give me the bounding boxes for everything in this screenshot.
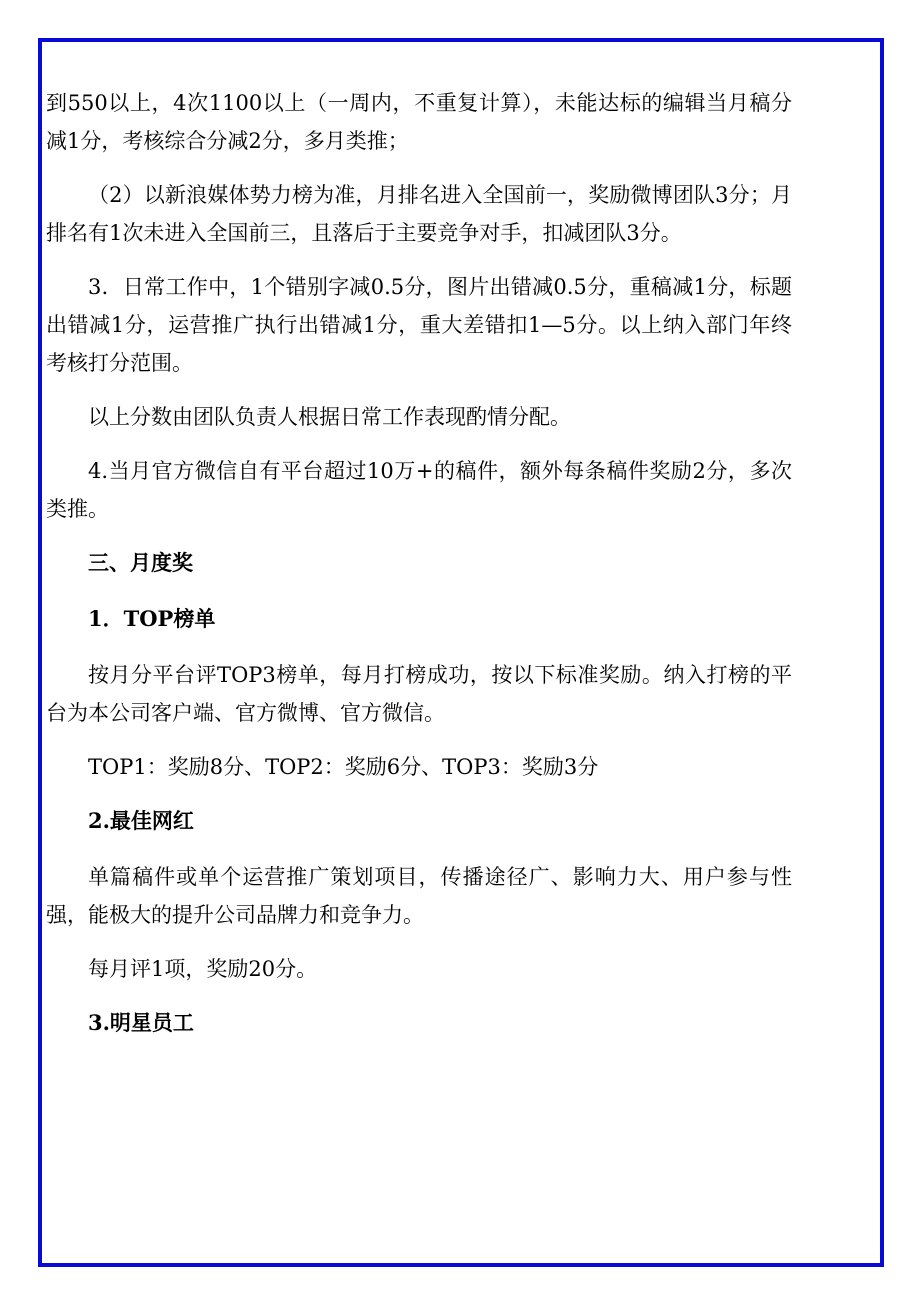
paragraph-best-influencer-desc: 单篇稿件或单个运营推广策划项目，传播途径广、影响力大、用户参与性强，能极大的提升公司品牌力和竞争力。: [46, 865, 792, 927]
paragraph-2: （2）以新浪媒体势力榜为准，月排名进入全国前一，奖励微博团队3分；月排名有1次未进入全国前三，且落后于主要竞争对手，扣减团队3分。: [46, 183, 792, 245]
subheading-top-list: 1．TOP榜单: [88, 606, 216, 631]
paragraph-best-influencer-reward: 每月评1项，奖励20分。: [88, 957, 318, 981]
subheading-star-employee: 3.明星员工: [88, 1010, 194, 1035]
paragraph-1: 到550以上，4次1100以上（一周内，不重复计算），未能达标的编辑当月稿分减1分，考核综合分减2分，多月类推；: [46, 91, 792, 153]
document-body: [46, 84, 792, 1060]
paragraph-top-list-rewards: TOP1：奖励8分、TOP2：奖励6分、TOP3：奖励3分: [88, 755, 599, 779]
paragraph-5: 4.当月官方微信自有平台超过10万+的稿件，额外每条稿件奖励2分，多次类推。: [46, 459, 792, 521]
subheading-best-influencer: 2.最佳网红: [88, 808, 194, 833]
paragraph-top-list-desc: 按月分平台评TOP3榜单，每月打榜成功，按以下标准奖励。纳入打榜的平台为本公司客户端、官方微博、官方微信。: [46, 663, 792, 725]
section-heading-monthly-award: 三、月度奖: [88, 550, 193, 575]
paragraph-4: 以上分数由团队负责人根据日常工作表现酌情分配。: [88, 405, 571, 429]
paragraph-3: 3．日常工作中，1个错别字减0.5分，图片出错减0.5分，重稿减1分，标题出错减1分，运营推广执行出错减1分，重大差错扣1—5分。以上纳入部门年终考核打分范围。: [46, 275, 792, 375]
